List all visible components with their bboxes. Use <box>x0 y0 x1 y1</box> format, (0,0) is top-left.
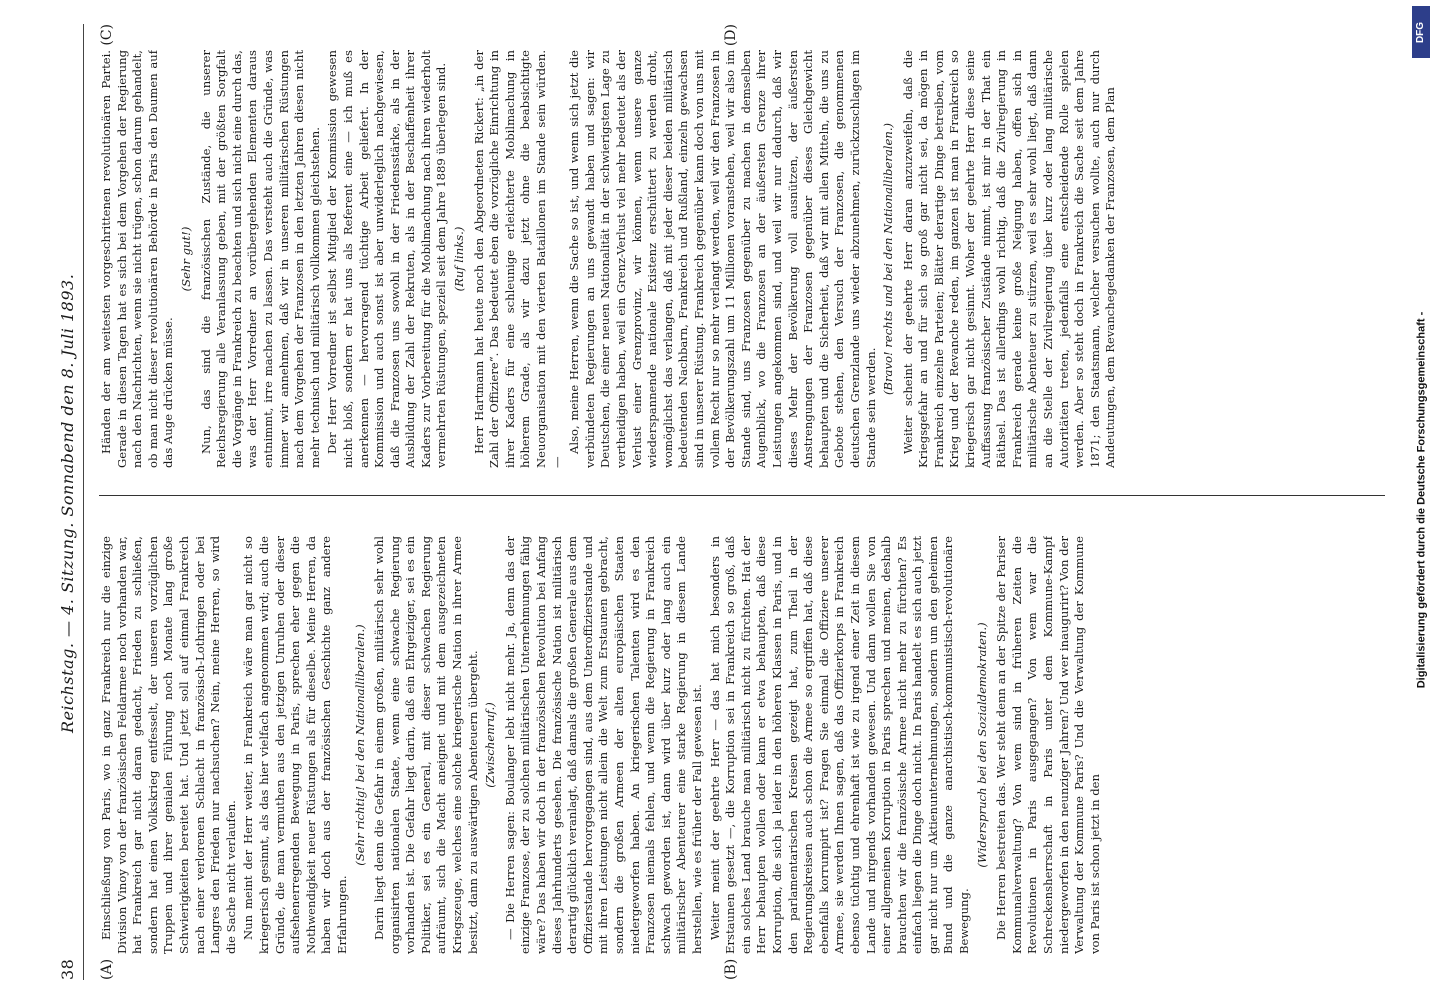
paragraph: Herr Hartmann hat heute noch den Abgeordneten Rickert: „in der Zahl der Offiziere“. Das bedeutet eben die vorzügliche Einrichtung in ihrer Kaders für eine schleunige erleichterte Mobilmachung in höherem Grade, als wir dazu jetzt ohne die beabsichtigte Neuorganisation mit den vierten Bataillonen im Stande sein würden. — <box>471 50 564 468</box>
interjection: (Widerspruch bei den Sozialdemokraten.) <box>974 622 989 868</box>
margin-letter-a: (A) <box>99 958 115 980</box>
paragraph: Darin liegt denn die Gefahr in einem großen, militärisch sehr wohl organisirten nationalen Staate, wenn eine schwache Regierung vorhanden ist. Die Gefahr liegt darin, daß ein Ehrgeiziger, sei es ein Politiker, sei es ein General, mit dieser schwachen Regierung aufräumt, sich die Macht aneignet und mit dem ausgezeichneten Kriegszeuge, welches eine solche kriegerische Nation in ihrer Armee besitzt, dann zu auswärtigen Abenteuern übergeht. <box>372 536 480 954</box>
credit-text: Digitalisierung gefördert durch die Deutsche Forschungsgemeinschaft - <box>1415 311 1428 689</box>
interjection: (Sehr richtig! bei den Nationalliberalen.) <box>352 624 367 866</box>
paragraph: Die Herren bestreiten das. Wer steht denn an der Spitze der Pariser Kommunalverwaltung? Von wem sind in früheren Zeiten die Revolutionen in Paris ausgegangen? Von wem war die Schreckensherrschaft in Paris unter dem Kommune-Kampf niedergeworfen in den neunziger Jahren? Und wer inaugurirt? Von der Verwaltung der Kommune Paris? Und die Verwaltung der Kommune von Paris ist schon jetzt in den <box>994 536 1102 954</box>
interjection: (Bravo! rechts und bei den Nationalliberalen.) <box>881 122 896 396</box>
margin-letter-b: (B) <box>723 958 739 980</box>
header-rule <box>83 24 84 980</box>
margin-letter-d: (D) <box>723 24 739 47</box>
paragraph: Der Herr Vorredner ist selbst Mitglied der Kommission gewesen nicht bloß, sondern er hat uns als Referent eine — ich muß es anerkennen — hervorragend tüchtige Arbeit geliefert. In der Kommission und auch sonst ist aber unwiderleglich nachgewiesen, daß die Franzosen uns sowohl in der Friedensstärke, als in der Ausbildung der Zahl der Rekruten, als in der Beschaffenheit ihrer Kaders zur Vorbereitung für die Mobilmachung nach ihren wiederholt vermehrten Rüstungen, speziell seit dem Jahre 1889 überlegen sind. <box>325 50 449 468</box>
paragraph: Nun, das sind die französischen Zustände, die unserer Reichsregierung alle Veranlassung geben, mit der größten Sorgfalt die Vorgänge in Frankreich zu beachten und sich nicht eine durch das, was der Herr Vorredner an vorübergehenden Elementen daraus entnimmt, irre machen zu lassen. Das versteht auch die Gründe, was immer wir annehmen, daß wir in unseren militärischen Rüstungen nach dem Vorgehen der Franzosen in den letzten Jahren diesen nicht mehr technisch und militärisch vollkommen gleichstehen. <box>198 50 322 468</box>
left-column <box>99 536 1391 954</box>
paragraph: Weiter scheint der geehrte Herr daran anzuzweifeln, daß die Kriegsgefahr an und für sich so groß gar nicht sei, da mögen in Frankreich einzelne Parteien; Blätter derartige Dinge betreiben, vom Krieg und der Revanche reden, im ganzen ist man in Frankreich so kriegerisch gar nicht gesinnt. Woher der geehrte Herr diese seine Auffassung französischer Zustände nimmt, ist mir in der That ein Räthsel. Das ist allerdings wohl richtig, daß die Zivilregierung in Frankreich gerade keine große Neigung haben, offen sich in militärische Abenteuer zu stürzen, weil es sehr wohl liegt, daß dann an die Stelle der Zivilregierung über kurz oder lang militärische Autoritäten treten, jedenfalls eine entscheidende Rolle spielen werden. Aber so steht doch in Frankreich die Sache seit dem Jahre 1871; den Staatsmann, welcher versuchen wollte, auch nur durch Andeutungen, dem Revanchegedanken der Franzosen, dem Plan <box>900 50 1118 468</box>
interjection: (Sehr gut!) <box>178 226 193 292</box>
page-content <box>43 24 1391 980</box>
document-page <box>21 0 1411 1000</box>
interjection: (Ruf links.) <box>452 226 467 292</box>
right-column <box>99 50 1391 468</box>
page-number: 38 <box>58 958 77 980</box>
paragraph: Also, meine Herren, wenn die Sache so ist, und wenn sich jetzt die verbündeten Regierungen an uns gewandt haben und sagen: wir Deutschen, die einer neuen Nationalität in der schwierigsten Lage zu vertheidigen haben, weil ein Grenz-Verlust viel mehr bedeutet als der Verlust einer Grenzprovinz, wir können, wenn unsere ganze wiederspannende nationale Existenz erschüttert zu werden droht, womöglichst das verlangen, daß mit jeder dieser beiden militärisch bedeutenden Nachbarn, Frankreich und Rußland, einzeln gewachsen sind in unserer Rüstung. Frankreich gegenüber kann doch von uns mit vollem Recht nur so mehr verlangt werden, weil wir den Franzosen in der Bevölkerungszahl um 11 Millionen voranstehen, weil wir also im Stande sind, uns Franzosen gegenüber zu machen in demselben Augenblick, wo die Franzosen an der äußersten Grenze ihrer Leistungen angekommen sind, und weil wir nur dadurch, daß wir dieses Mehr der Bevölkerung voll ausnützen, der äußersten Anstrengungen der Franzosen gegenüber dieses Gleichgewicht behaupten und die Sicherheit, daß wir mit allen Mitteln, die uns zu Gebote stehen, den Versuch der Franzosen, die genommenen deutschen Grenzlande uns wieder abzunehmen, zurückzuschlagen im Stande sein werden. <box>567 50 878 468</box>
credit-sidebar <box>1410 0 1432 1000</box>
running-title: Reichstag. — 4. Sitzung. Sonnabend den 8. Juli 1893. <box>58 273 77 733</box>
margin-letter-c: (C) <box>99 24 115 46</box>
paragraph: Einschließung von Paris, wo in ganz Frankreich nur die einzige Division Vinoy von der französischen Feldarmee noch vorhanden war, hat Frankreich gar nicht daran gedacht, Frieden zu schließen, sondern hat einen Volkskrieg entfesselt, der unseren vorzüglichen Truppen und ihrer genialen Führung noch Monate lang große Schwierigkeiten bereitet hat. Und jetzt soll auf einmal Frankreich nach einer verlorenen Schlacht in französisch-Lothringen oder bei Langres den Frieden nur nachsuchen? Nein, meine Herren, so wird die Sache nicht verlaufen. <box>99 536 238 954</box>
paragraph: — Die Herren sagen: Boulanger lebt nicht mehr. Ja, denn das der einzige Franzose, der zu solchen militärischen Unternehmungen fähig wäre? Das haben wir doch in der französischen Revolution bei Anfang dieses Jahrhunderts gesehen. Die französische Nation ist militärisch derartig glücklich veranlagt, daß damals die großen Generale aus dem Offizierstande hervorgegangen sind, aus dem Unteroffizierstande und mit ihren Leistungen nicht allein die Welt zum Erstaunen gebracht, sondern die großen Armeen der alten europäischen Staaten niedergeworfen haben. An kriegerischen Talenten wird es den Franzosen niemals fehlen, und wenn die Regierung in Frankreich schwach geworden ist, dann wird über kurz oder lang auch ein militärischer Abenteurer eine starke Regierung in diesem Lande herstellen, wie es früher der Fall gewesen ist. <box>502 536 704 954</box>
dfg-logo-text: DFG <box>1415 21 1427 43</box>
column-divider <box>99 495 1385 496</box>
paragraph: Nun meint der Herr weiter, in Frankreich wäre man gar nicht so kriegerisch gesinnt, als das hier vielfach angenommen wird; auch die Gründe, die man vermuthen aus den jetzigen Unruhen oder dieser aufsehenerregenden Bewegung in Paris, sprechen eher gegen die Nothwendigkeit neuer Rüstungen als für dieselbe. Meine Herren, da haben wir doch aus der französischen Geschichte ganz andere Erfahrungen. <box>241 536 349 954</box>
paragraph: Weiter meint der geehrte Herr — das hat mich besonders in Erstaunen gesetzt —, die Korruption sei in Frankreich so groß, daß ein solches Land brauche man militärisch nicht zu fürchten. Hat der Herr behaupten wollen oder kann er etwa behaupten, daß diese Korruption, die sich ja leider in den höheren Klassen in Paris, und in den parlamentarischen Kreisen gezeigt hat, zum Theil in der Regierungskreisen auch schon die Armee so ergriffen hat, daß diese ebenfalls korrumpirt ist? Fragen Sie einmal die Offiziere unserer Armee, sie werden Ihnen sagen, daß das Offizierkorps in Frankreich ebenso tüchtig und ehrenhaft ist wie zu irgend einer Zeit in diesem Lande und nirgends vorhanden gewesen. Und dann wollen Sie von einer allgemeinen Korruption in Paris sprechen und meinen, deshalb brauchten wir die französische Armee nicht mehr zu fürchten? Es einfach liegen die Dinge doch nicht. In Paris handelt es sich auch jetzt gar nicht nur um Aktienunternehmungen, sondern um den geheimen Bund und die ganze anarchistisch-kommunistisch-revolutionäre Bewegung. <box>707 536 972 954</box>
dfg-logo <box>1412 6 1430 58</box>
interjection: (Zwischenruf.) <box>483 702 498 788</box>
paragraph: Händen der am weitesten vorgeschrittenen revolutionären Partei. Gerade in diesen Tagen hat es sich bei dem Vorgehen der Regierung nach den Nachrichten, wenn sie nicht trügen, schon darum gehandelt, ob man nicht dieser revolutionären Behörde in Paris den Daumen auf das Auge drücken müsse. <box>99 50 176 468</box>
running-head <box>43 24 77 980</box>
